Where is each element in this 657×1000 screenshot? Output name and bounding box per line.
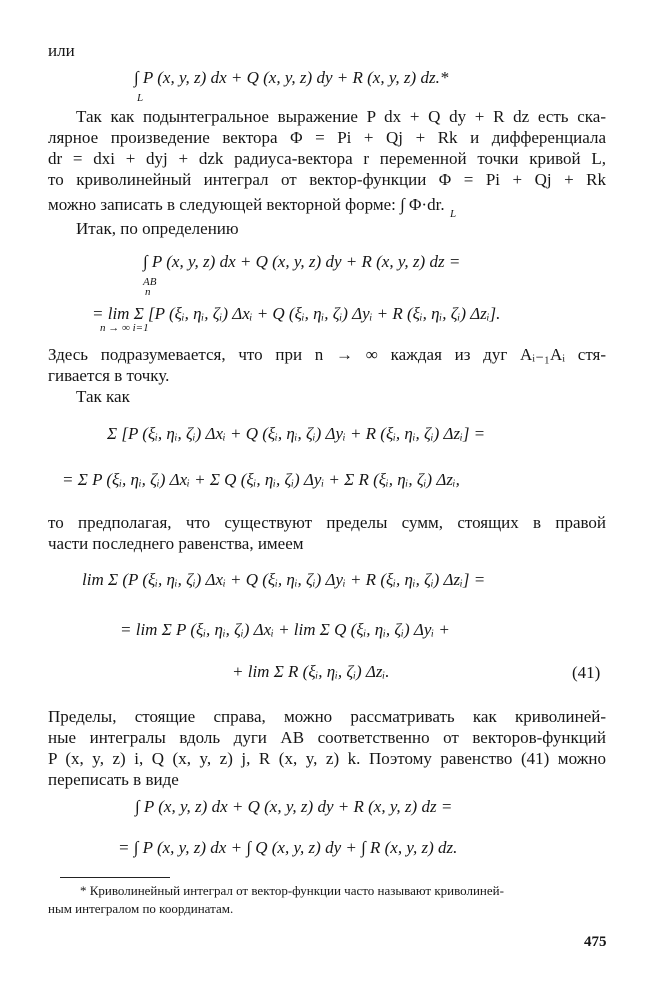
footnote-rule <box>60 877 170 878</box>
paragraph-text: dr = dxi + dyj + dzk радиуса-вектора r переменной точки кривой L, <box>48 149 606 168</box>
formula-line: Σ [P (ξᵢ, ηᵢ, ζᵢ) Δxᵢ + Q (ξᵢ, ηᵢ, ζᵢ) Δyᵢ + R (ξᵢ, ηᵢ, ζᵢ) Δzᵢ] = <box>107 424 486 443</box>
formula-line: = Σ P (ξᵢ, ηᵢ, ζᵢ) Δxᵢ + Σ Q (ξᵢ, ηᵢ, ζᵢ) Δyᵢ + Σ R (ξᵢ, ηᵢ, ζᵢ) Δzᵢ, <box>62 470 460 489</box>
paragraph-text: переписать в виде <box>48 770 179 789</box>
formula-subscript: n → ∞ i=1 <box>100 322 149 334</box>
page-number: 475 <box>584 934 607 950</box>
equation-number: (41) <box>572 663 601 682</box>
paragraph-text: или <box>48 41 75 60</box>
formula-subscript: AB <box>143 276 157 288</box>
paragraph-text: Так как <box>76 387 130 406</box>
paragraph-text: части последнего равенства, имеем <box>48 534 304 553</box>
formula-superscript: n <box>145 286 151 298</box>
formula-line: lim Σ (P (ξᵢ, ηᵢ, ζᵢ) Δxᵢ + Q (ξᵢ, ηᵢ, ζᵢ) Δyᵢ + R (ξᵢ, ηᵢ, ζᵢ) Δzᵢ] = <box>82 570 486 589</box>
formula-line: + lim Σ R (ξᵢ, ηᵢ, ζᵢ) Δzᵢ. <box>232 662 390 681</box>
paragraph-text: можно записать в следующей векторной форме: ∫ Φ·dr. <box>48 195 445 214</box>
paragraph-text: лярное произведение вектора Φ = Pi + Qj + Rk и дифференциала <box>48 128 606 147</box>
formula-subscript: L <box>450 208 457 220</box>
formula-line: ∫ P (x, y, z) dx + Q (x, y, z) dy + R (x, y, z) dz = <box>143 252 461 271</box>
paragraph-text: гивается в точку. <box>48 366 170 385</box>
formula-line: = lim Σ [P (ξᵢ, ηᵢ, ζᵢ) Δxᵢ + Q (ξᵢ, ηᵢ, ζᵢ) Δyᵢ + R (ξᵢ, ηᵢ, ζᵢ) Δzᵢ]. <box>92 304 501 323</box>
paragraph-text: то криволинейный интеграл от вектор-функции Φ = Pi + Qj + Rk <box>48 170 606 189</box>
paragraph-text: ные интегралы вдоль дуги AB соответственно от векторов-функций <box>48 728 606 747</box>
paragraph-text: P (x, y, z) i, Q (x, y, z) j, R (x, y, z) k. Поэтому равенство (41) можно <box>48 749 606 768</box>
formula-line: ∫ P (x, y, z) dx + Q (x, y, z) dy + R (x, y, z) dz.* <box>134 68 449 87</box>
formula-line: = lim Σ P (ξᵢ, ηᵢ, ζᵢ) Δxᵢ + lim Σ Q (ξᵢ, ηᵢ, ζᵢ) Δyᵢ + <box>120 620 450 639</box>
footnote-text: * Криволинейный интеграл от вектор-функции часто называют криволиней- <box>80 883 504 898</box>
paragraph-text: Пределы, стоящие справа, можно рассматривать как криволиней- <box>48 707 606 726</box>
paragraph-text: Итак, по определению <box>76 219 239 238</box>
footnote-text: ным интегралом по координатам. <box>48 901 234 916</box>
paragraph-text: Здесь подразумевается, что при n → ∞ каждая из дуг Aᵢ₋₁Aᵢ стя- <box>48 345 606 364</box>
paragraph-text: Так как подынтегральное выражение P dx + Q dy + R dz есть ска- <box>76 107 606 126</box>
formula-subscript: L <box>137 92 144 104</box>
formula-line: = ∫ P (x, y, z) dx + ∫ Q (x, y, z) dy + ∫ R (x, y, z) dz. <box>118 838 458 857</box>
paragraph-text: то предполагая, что существуют пределы сумм, стоящих в правой <box>48 513 606 532</box>
formula-line: ∫ P (x, y, z) dx + Q (x, y, z) dy + R (x, y, z) dz = <box>135 797 453 816</box>
